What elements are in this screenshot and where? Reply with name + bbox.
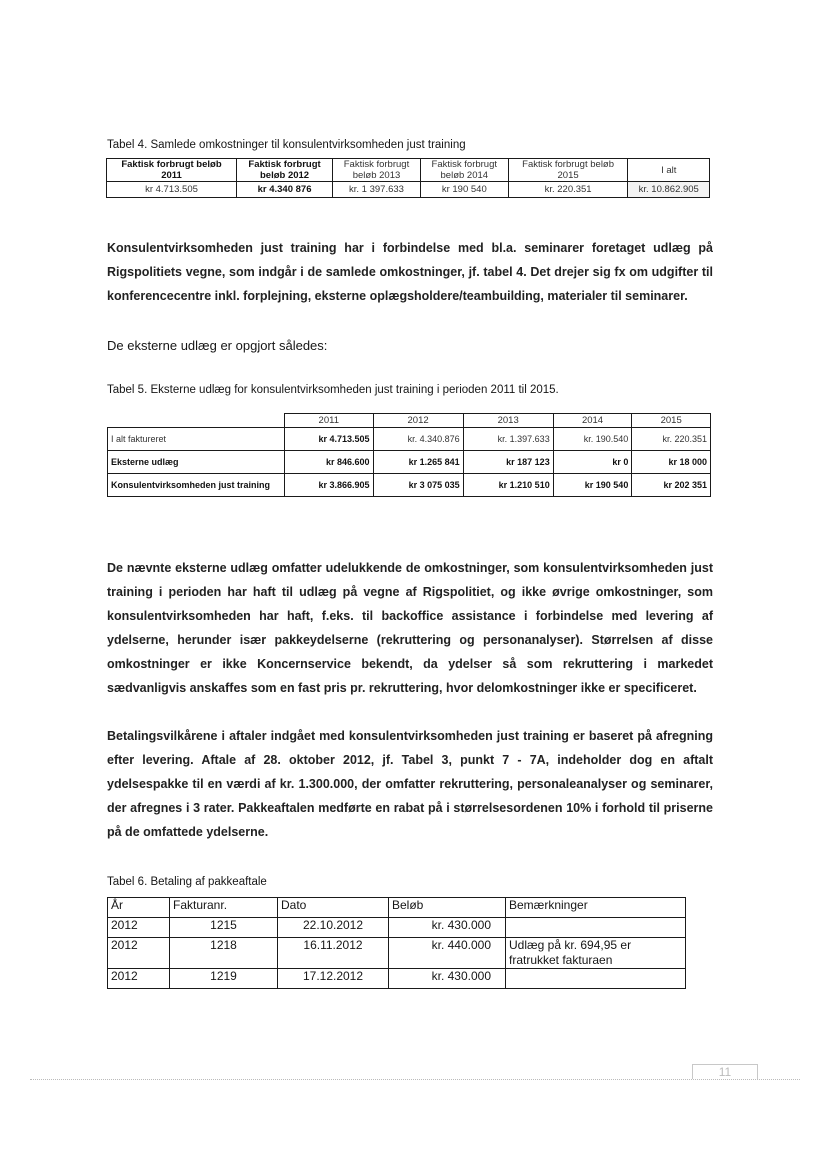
- table-cell: 22.10.2012: [278, 918, 389, 938]
- table5-header-row: [108, 414, 711, 428]
- table6-row: [108, 918, 686, 938]
- table5-year: 2013: [463, 414, 553, 428]
- table-cell: kr 3.866.905: [285, 474, 374, 497]
- table-cell: 1218: [170, 938, 278, 969]
- page-number: 11: [692, 1064, 758, 1079]
- table6-header-row: [108, 898, 686, 918]
- table4-value-row: [107, 182, 710, 198]
- table-cell: kr 4.713.505: [285, 428, 374, 451]
- header-line: Faktisk forbrugt: [248, 159, 321, 170]
- table6-header: År: [108, 898, 170, 918]
- table-cell: kr 4.340 876: [237, 182, 333, 198]
- table4-header-2015: [508, 159, 628, 182]
- table-cell: kr. 190.540: [553, 428, 632, 451]
- table-cell: kr. 220.351: [508, 182, 628, 198]
- table-cell: kr. 1 397.633: [333, 182, 421, 198]
- table6-header: Fakturanr.: [170, 898, 278, 918]
- table-cell: 17.12.2012: [278, 969, 389, 989]
- table-cell: kr 3 075 035: [373, 474, 463, 497]
- header-line: 2011: [161, 170, 182, 181]
- table6-header: Bemærkninger: [506, 898, 686, 918]
- table5-row: [108, 474, 711, 497]
- table5-year: 2012: [373, 414, 463, 428]
- header-line: 2015: [557, 170, 579, 181]
- header-line: beløb 2012: [259, 170, 310, 181]
- table-cell: kr 1.265 841: [373, 451, 463, 474]
- header-line: Faktisk forbrugt beløb: [522, 159, 615, 170]
- header-line: Faktisk forbrugt: [431, 159, 498, 170]
- paragraph-1: Konsulentvirksomheden just training har i forbindelse med bl.a. seminarer foretaget udlæg på Rigspolitiets vegne, som indgår i de samlede omkostninger, jf. tabel 4. Det drejer sig fx om udgifter til konferencecentre inkl. forplejning, eksterne oplægsholdere/teambuilding, materialer til seminarer.: [107, 241, 713, 303]
- table-cell: 16.11.2012: [278, 938, 389, 969]
- table6-caption: Tabel 6. Betaling af pakkeaftale: [107, 876, 267, 888]
- table-cell: kr. 1.397.633: [463, 428, 553, 451]
- table4-header-total: [628, 159, 710, 182]
- table-cell: kr 18 000: [632, 451, 711, 474]
- table6-header: Dato: [278, 898, 389, 918]
- table-cell: 1215: [170, 918, 278, 938]
- table5-row: [108, 451, 711, 474]
- table4-header-row: [107, 159, 710, 182]
- paragraph-3: De nævnte eksterne udlæg omfatter udelukkende de omkostninger, som konsulentvirksomheden just training i perioden har haft til udlæg på vegne af Rigspolitiet, og ikke øvrige omkostninger, som konsulentvirksomheden har haft, f.eks. til backoffice assistance i forbindelse med levering af ydelserne, herunder især pakkeydelserne (rekruttering og personanalyser). Størrelsen af disse omkostninger er ikke Koncernservice bekendt, da ydelser så som rekruttering i markedet sædvanligvis anskaffes som en fast pris pr. rekruttering, hvor delomkostninger ikke er specificeret.: [107, 561, 713, 695]
- table-cell: kr. 430.000: [389, 918, 506, 938]
- table5-year: 2014: [553, 414, 632, 428]
- table-cell: kr 202 351: [632, 474, 711, 497]
- table-cell: kr. 4.340.876: [373, 428, 463, 451]
- table-cell: kr 190 540: [420, 182, 508, 198]
- footer-divider: [30, 1079, 800, 1080]
- table6-row: [108, 969, 686, 989]
- table-cell: kr. 220.351: [632, 428, 711, 451]
- table4: [106, 158, 710, 198]
- table4-header-2013: [333, 159, 421, 182]
- table4-header-2011: [107, 159, 237, 182]
- table-cell: 2012: [108, 969, 170, 989]
- table5-row-label: Konsulentvirksomheden just training: [108, 474, 285, 497]
- header-line: I alt: [661, 164, 677, 176]
- table-cell: kr 1.210 510: [463, 474, 553, 497]
- table-cell: kr 0: [553, 451, 632, 474]
- table-cell: [506, 969, 686, 989]
- table6-row: [108, 938, 686, 969]
- table-cell: 1219: [170, 969, 278, 989]
- table-cell: kr. 440.000: [389, 938, 506, 969]
- table-cell: kr 4.713.505: [107, 182, 237, 198]
- header-line: beløb 2014: [440, 170, 489, 181]
- table-cell: kr 846.600: [285, 451, 374, 474]
- table-cell: [506, 918, 686, 938]
- table6-header: Beløb: [389, 898, 506, 918]
- table-cell: 2012: [108, 918, 170, 938]
- table5-year: 2011: [285, 414, 374, 428]
- table5-caption: Tabel 5. Eksterne udlæg for konsulentvirksomheden just training i perioden 2011 til 2015.: [107, 384, 559, 396]
- table4-header-2012: [237, 159, 333, 182]
- table5-corner: [108, 414, 285, 428]
- paragraph-4: Betalingsvilkårene i aftaler indgået med konsulentvirksomheden just training er baseret på afregning efter levering. Aftale af 28. oktober 2012, jf. Tabel 3, punkt 7 - 7A, indeholder dog en aftalt ydelsespakke til en værdi af kr. 1.300.000, der omfatter rekruttering, personaleanalyser og seminarer, der afregnes i 3 rater. Pakkeaftalen medførte en rabat på i størrelsesordenen 10% i forhold til priserne på de omfattede ydelserne.: [107, 729, 713, 839]
- header-line: Faktisk forbrugt: [343, 159, 410, 170]
- table5-row-label: Eksterne udlæg: [108, 451, 285, 474]
- table5-row-label: I alt faktureret: [108, 428, 285, 451]
- table-cell: kr. 430.000: [389, 969, 506, 989]
- table4-caption: Tabel 4. Samlede omkostninger til konsulentvirksomheden just training: [107, 139, 466, 151]
- table5-row: [108, 428, 711, 451]
- table-cell: kr 187 123: [463, 451, 553, 474]
- paragraph-2: De eksterne udlæg er opgjort således:: [107, 338, 328, 353]
- table-cell: kr. 10.862.905: [628, 182, 710, 198]
- table6: [107, 897, 686, 989]
- table4-header-2014: [420, 159, 508, 182]
- table-cell: kr 190 540: [553, 474, 632, 497]
- table-cell: Udlæg på kr. 694,95 er fratrukket fakturaen: [506, 938, 686, 969]
- header-line: Faktisk forbrugt beløb: [121, 159, 222, 170]
- table5-year: 2015: [632, 414, 711, 428]
- table-cell: 2012: [108, 938, 170, 969]
- table5: [107, 413, 711, 497]
- header-line: beløb 2013: [352, 170, 401, 181]
